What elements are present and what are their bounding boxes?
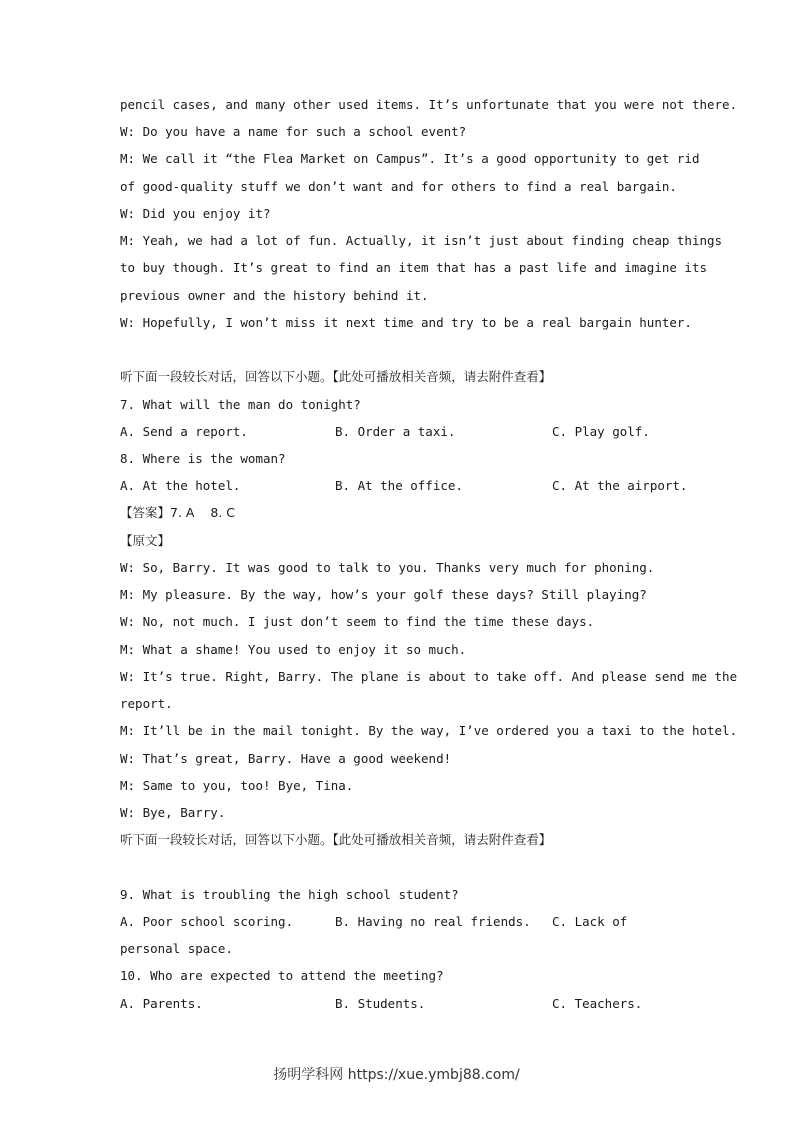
- question-7: 7. What will the man do tonight?: [120, 397, 361, 412]
- transcript-line: M: Same to you, too! Bye, Tina.: [120, 778, 354, 793]
- transcript-line: W: It’s true. Right, Barry. The plane is about to take off. And please send me the: [120, 669, 738, 684]
- q9-option-c-continued: personal space.: [120, 941, 233, 956]
- question-10: 10. Who are expected to attend the meeting?: [120, 968, 444, 983]
- q8-option-a: A. At the hotel.: [120, 478, 241, 493]
- transcript-line: M: It’ll be in the mail tonight. By the way, I’ve ordered you a taxi to the hotel.: [120, 723, 738, 738]
- q7-option-c: C. Play golf.: [552, 424, 650, 439]
- question-8: 8. Where is the woman?: [120, 451, 286, 466]
- transcript-heading: 【原文】: [120, 533, 171, 548]
- footer-watermark: 扬明学科网 https://xue.ymbj88.com/: [273, 1067, 520, 1083]
- transcript-line: W: Hopefully, I won’t miss it next time and try to be a real bargain hunter.: [120, 315, 692, 330]
- q9-option-c: C. Lack of: [552, 914, 628, 929]
- transcript-line: M: My pleasure. By the way, how’s your golf these days? Still playing?: [120, 587, 647, 602]
- transcript-line: W: That’s great, Barry. Have a good weekend!: [120, 751, 452, 766]
- transcript-line: M: Yeah, we had a lot of fun. Actually, it isn’t just about finding cheap things: [120, 233, 723, 248]
- answer-key: 【答案】7. A 8. C: [120, 505, 235, 520]
- transcript-line: W: Did you enjoy it?: [120, 206, 271, 221]
- question-9: 9. What is troubling the high school student?: [120, 887, 459, 902]
- transcript-line: report.: [120, 696, 173, 711]
- transcript-line: M: We call it “the Flea Market on Campus”. It’s a good opportunity to get rid: [120, 151, 700, 166]
- listening-instruction: 听下面一段较长对话，回答以下小题。【此处可播放相关音频，请去附件查看】: [120, 832, 552, 847]
- listening-instruction: 听下面一段较长对话，回答以下小题。【此处可播放相关音频，请去附件查看】: [120, 369, 552, 384]
- q9-option-b: B. Having no real friends.: [335, 914, 531, 929]
- transcript-line: of good-quality stuff we don’t want and for others to find a real bargain.: [120, 179, 677, 194]
- q7-option-a: A. Send a report.: [120, 424, 248, 439]
- q8-option-b: B. At the office.: [335, 478, 463, 493]
- q9-option-a: A. Poor school scoring.: [120, 914, 294, 929]
- transcript-line: W: So, Barry. It was good to talk to you. Thanks very much for phoning.: [120, 560, 655, 575]
- transcript-line: W: Do you have a name for such a school event?: [120, 124, 467, 139]
- q8-option-c: C. At the airport.: [552, 478, 688, 493]
- transcript-line: W: Bye, Barry.: [120, 805, 226, 820]
- q10-option-b: B. Students.: [335, 996, 426, 1011]
- q7-option-b: B. Order a taxi.: [335, 424, 456, 439]
- transcript-line: previous owner and the history behind it.: [120, 288, 429, 303]
- transcript-line: M: What a shame! You used to enjoy it so much.: [120, 642, 467, 657]
- q10-option-a: A. Parents.: [120, 996, 203, 1011]
- transcript-line: W: No, not much. I just don’t seem to find the time these days.: [120, 614, 595, 629]
- transcript-line: to buy though. It’s great to find an item that has a past life and imagine its: [120, 260, 707, 275]
- transcript-line: pencil cases, and many other used items. It’s unfortunate that you were not there.: [120, 97, 738, 112]
- q10-option-c: C. Teachers.: [552, 996, 643, 1011]
